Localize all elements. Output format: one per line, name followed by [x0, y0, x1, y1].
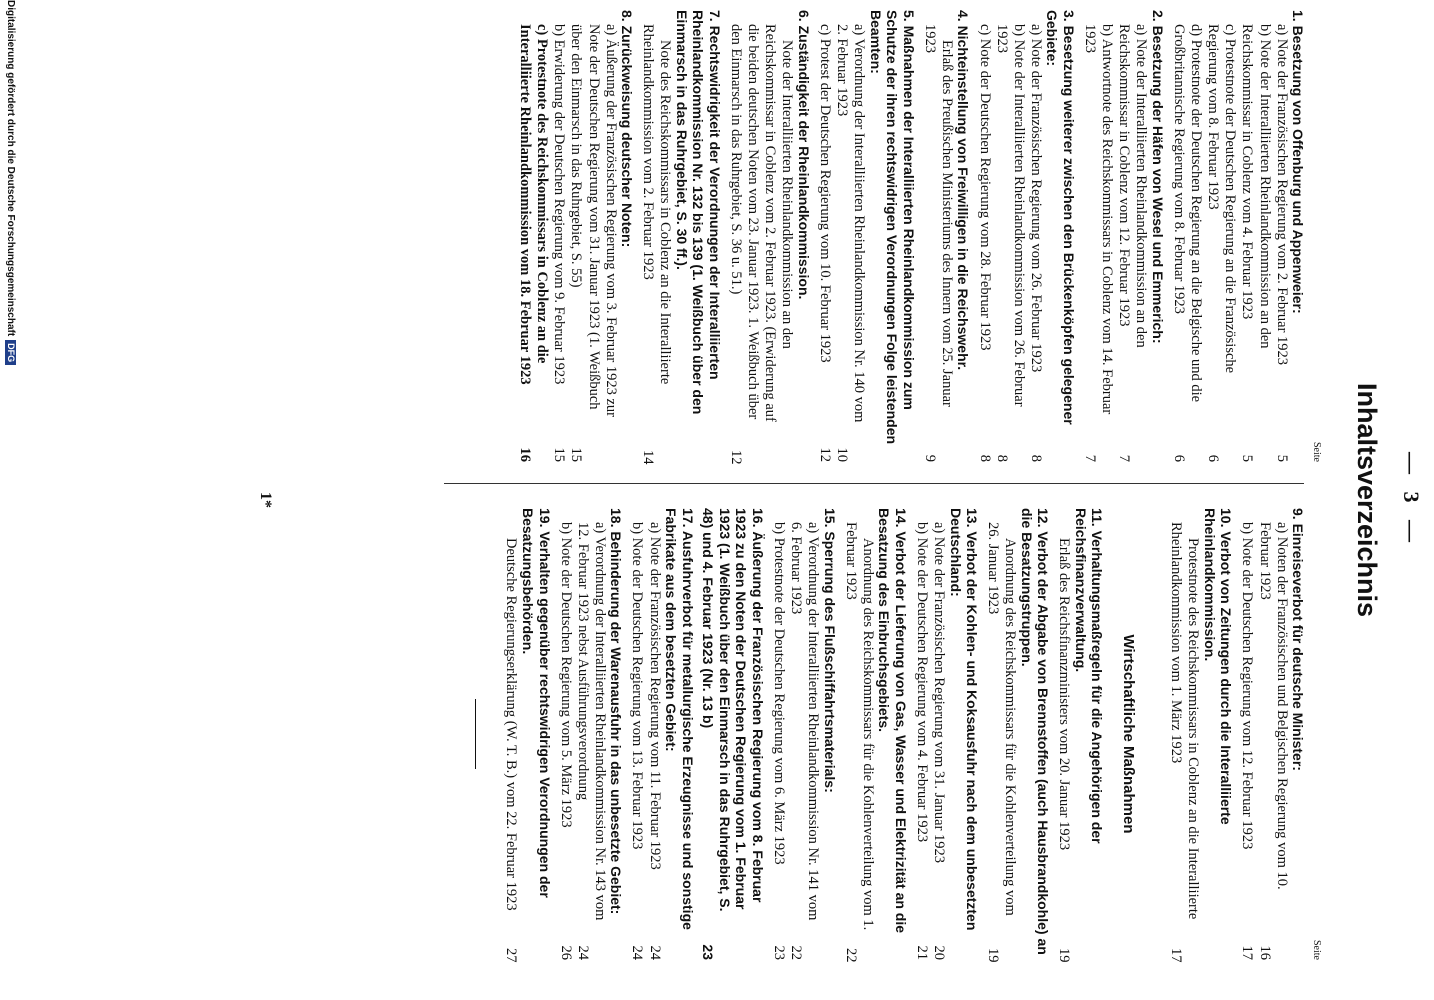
digitization-credit: Digitalisierung gefördert durch die Deutsche ForschungsgemeinschaftDFG: [4, 0, 16, 365]
toc-entry: b) Antwortnote des Reichskommissars in Coblenz vom 14. Februar 1923 7: [1082, 24, 1116, 462]
toc-entry: a) Note der Französischen Regierung vom 31. Januar 1923 20: [931, 522, 947, 960]
toc-section-title: 15. Sperrung des Flußschiffahrtsmaterials:: [821, 508, 838, 793]
toc-entry: 16. Äußerung der Französischen Regierung vom 8. Februar 1923 zu den Noten der Deutschen Regierung vom 1. Februar 1923 (1. Weißbuch über den Einmarsch in das Ruhrgebiet, S. 48) und 4. Februar 1923 (Nr. 13 b) 23: [700, 508, 766, 960]
toc-entry: a) Verordnung der Interalliierten Rheinlandkommission Nr. 143 vom 12. Februar 1923 nebst Ausführungsverordnung 24: [574, 522, 608, 960]
toc-entry: Anordnung des Reichskommissars für die Kohlenverteilung vom 26. Januar 1923 19: [985, 522, 1019, 963]
toc-entry: c) Protestnote der Deutschen Regierung an die Französische Regierung vom 8. Februar 1923 6: [1205, 24, 1239, 462]
toc-section-title: 17. Ausfuhrverbot für metallurgische Erzeugnisse und sonstige Fabrikate aus dem besetzten Gebiet:: [663, 508, 696, 930]
toc-section-title: 13. Verbot der Kohlen- und Koksausfuhr nach dem unbesetzten Deutschland:: [947, 508, 981, 931]
toc-column-left: [516, 10, 1322, 465]
toc-section-title: 5. Maßnahmen der Interalliierten Rheinlandkommission zum Schutze der ihren rechtswidrigen Verordnungen Folge leistenden Beamten:: [867, 10, 917, 445]
signature-mark: 1*: [257, 492, 274, 508]
page-title: Inhaltsverzeichnis: [1352, 382, 1382, 618]
toc-section-title: 9. Einreiseverbot für deutsche Minister:: [1290, 508, 1307, 771]
toc-entry: a) Note der Französischen Regierung vom 2. Februar 1923 5: [1273, 24, 1290, 462]
toc-entry: b) Note der Deutschen Regierung vom 12. Februar 1923 17: [1239, 522, 1256, 960]
dfg-logo: DFG: [5, 340, 16, 365]
toc-entry: Deutsche Regierungserklärung (W. T. B.) vom 22. Februar 1923 27: [503, 538, 520, 963]
toc-entry: Protestnote des Reichskommissars in Coblenz an die Interalliierte Rheinlandkommission vom 1. März 1923 17: [1168, 522, 1202, 963]
toc-section-title: 19. Verhalten gegenüber rechtswidrigen Verordnungen der Besatzungsbehörden.: [520, 508, 553, 898]
toc-entry: a) Note der Französischen Regierung vom 26. Februar 1923 8: [1027, 24, 1044, 462]
toc-entry: Erlaß des Reichsfinanzministers vom 20. Januar 1923 19: [1056, 538, 1073, 963]
toc-entry: Erlaß des Preußischen Ministeriums des Innern vom 25. Januar 1923 9: [921, 24, 955, 462]
toc-section-title: 12. Verbot der Abgabe von Brennstoffen (auch Hausbrandkohle) an die Besatzungstruppen.: [1018, 508, 1052, 955]
toc-entry: c) Protestnote des Reichskommissars in Coblenz an die Interalliierte Rheinlandkommission vom 18. Februar 1923 16: [517, 24, 551, 462]
toc-entry: b) Note der Interalliierten Rheinlandkommission an den Reichskommissar in Coblenz vom 4. Februar 1923 5: [1239, 24, 1273, 462]
toc-section-title: 3. Besetzung weiterer zwischen den Brückenköpfen gelegener Gebiete:: [1044, 10, 1077, 425]
toc-section-title: 7. Rechtswidrigkeit der Verordnungen der Interalliierten Rheinlandkommission Nr. 132 bis 139 (1. Weißbuch über den Einmarsch in das Ruhrgebiet, S. 30 ff.).: [673, 10, 723, 415]
toc-entry: a) Verordnung der Interalliierten Rheinlandkommission Nr. 141 vom 6. Februar 1923 22: [787, 522, 822, 960]
toc-entry: b) Note der Deutschen Regierung vom 13. Februar 1923 24: [629, 522, 646, 960]
toc-entry: a) Verordnung der Interalliierten Rheinlandkommission Nr. 140 vom 2. Februar 1923 10: [834, 24, 868, 462]
toc-section-title: 14. Verbot der Lieferung von Gas, Wasser und Elektrizität an die Besatzung des Einbruchsgebiets.: [876, 508, 909, 934]
toc-section-title: 6. Zuständigkeit der Rheinlandkommission.: [795, 10, 812, 300]
toc-entry: c) Note der Deutschen Regierung vom 28. Februar 1923 8: [976, 24, 993, 462]
toc-entry: b) Note der Interalliierten Rheinlandkommission vom 26. Februar 1923 8: [993, 24, 1027, 462]
section-heading-economic: Wirtschaftliche Maßnahmen: [1120, 634, 1138, 834]
toc-section-title: 18. Behinderung der Warenausfuhr in das unbesetzte Gebiet:: [608, 508, 625, 915]
toc-entry: Anordnung des Reichskommissars für die Kohlenverteilung vom 1. Februar 1923 22: [842, 522, 876, 963]
toc-entry: b) Note der Deutschen Regierung vom 4. Februar 1923 21: [913, 522, 930, 960]
toc-entry: b) Protestnote der Deutschen Regierung vom 6. März 1923 23: [770, 522, 787, 960]
page-number: — 3 —: [1399, 452, 1424, 548]
toc-entry: d) Protestnote der Deutschen Regierung an die Belgische und die Großbritannische Regierung vom 8. Februar 1923 6: [1171, 24, 1205, 462]
toc-entry: b) Erwiderung der Deutschen Regierung vom 9. Februar 1923 15: [551, 24, 568, 462]
toc-section-title: 11. Verhaltungsmaßregeln für die Angehörigen der Reichsfinanzverwaltung.: [1072, 508, 1106, 844]
toc-entry: a) Note der Französischen Regierung vom 11. Februar 1923 24: [646, 522, 663, 960]
toc-section-title: 4. Nichteinstellung von Freiwilligen in die Reichswehr.: [955, 10, 972, 371]
toc-entry: c) Protest der Deutschen Regierung vom 10. Februar 1923 12: [817, 24, 833, 462]
toc-column-right: [475, 508, 1322, 963]
toc-section-title: 1. Besetzung von Offenburg und Appenweier:: [1290, 10, 1307, 314]
end-rule: [475, 699, 476, 769]
column-divider: [444, 483, 1304, 484]
seite-header: Seite: [1311, 940, 1322, 960]
toc-entry: a) Äußerung der Französischen Regierung vom 3. Februar 1923 zur Note der Deutschen Regierung vom 31. Januar 1923 (1. Weißbuch über den Einmarsch in das Ruhrgebiet, S. 55) 15: [568, 24, 619, 462]
toc-entry: a) Noten der Französischen und Belgischen Regierung vom 10. Februar 1923 16: [1256, 522, 1290, 960]
toc-entry: Note der Interalliierten Rheinlandkommission an den Reichskommissar in Coblenz vom 2. Februar 1923. (Erwiderung auf die beiden deutschen Noten vom 23. Januar 1923. 1. Weißbuch über den Einmarsch in das Ruhrgebiet, S. 36 u. 51.) 12: [728, 24, 796, 465]
seite-header: Seite: [1311, 442, 1322, 462]
toc-section-title: 8. Zurückweisung deutscher Noten:: [619, 10, 636, 248]
toc-section-title: 10. Verbot von Zeitungen durch die Interalliierte Rheinlandkommission.: [1201, 508, 1235, 825]
toc-section-title: 2. Besetzung der Häfen von Wesel und Emmerich:: [1149, 10, 1166, 344]
toc-entry: Note des Reichskommissars in Coblenz an die Interalliierte Rheinlandkommission vom 2. Februar 1923 14: [640, 24, 674, 465]
toc-entry: b) Note der Deutschen Regierung vom 5. März 1923 26: [557, 522, 574, 960]
toc-entry: a) Note der Interalliierten Rheinlandkommission an den Reichskommissar in Coblenz vom 12. Februar 1923 7: [1116, 24, 1150, 462]
